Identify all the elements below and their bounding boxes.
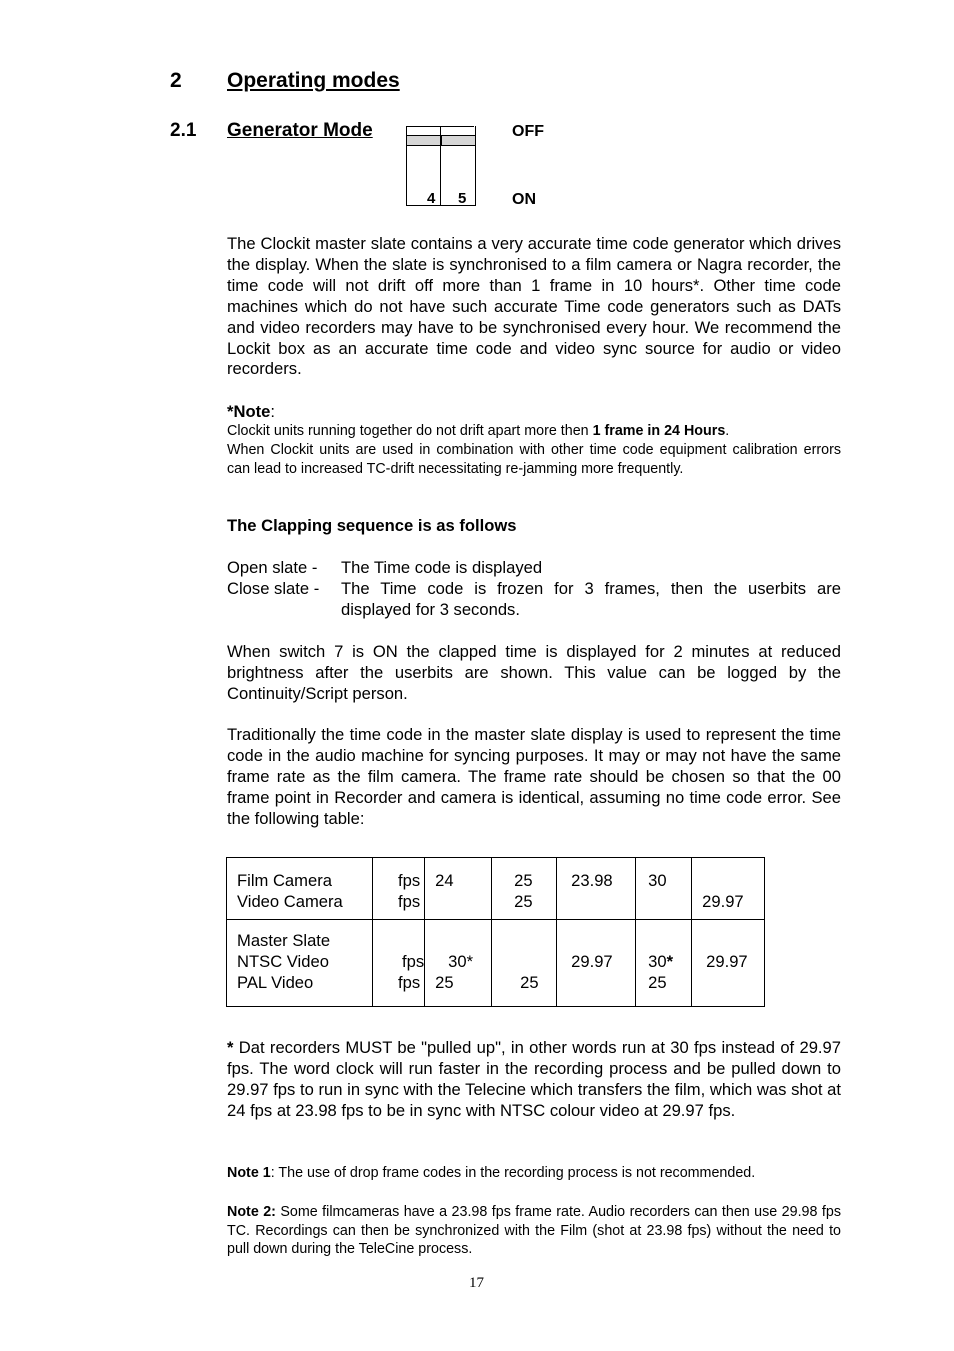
table-unit: fps bbox=[398, 871, 421, 890]
table-label-ntsc-video: NTSC Video bbox=[237, 952, 329, 971]
table-value: 29.97 bbox=[702, 892, 744, 911]
table-row-slate bbox=[227, 920, 765, 1007]
note2-label: Note 2: bbox=[227, 1204, 276, 1220]
dip-switch-5-lever bbox=[441, 135, 476, 146]
table-value bbox=[435, 930, 491, 951]
table-value: 30* bbox=[448, 952, 474, 971]
table-cell bbox=[492, 858, 557, 920]
note-heading-colon: : bbox=[270, 402, 275, 421]
table-value bbox=[648, 951, 691, 972]
table-unit: fps bbox=[398, 892, 421, 911]
clapping-desc-open: The Time code is displayed bbox=[341, 558, 543, 577]
table-value: 25 bbox=[648, 973, 667, 992]
dip-switch-4-number: 4 bbox=[427, 190, 436, 207]
table-cell-camera-units bbox=[373, 858, 425, 920]
table-value-asterisk: * bbox=[666, 952, 674, 971]
table-value: 23.98 bbox=[571, 871, 613, 890]
note-line-1-post: . bbox=[725, 423, 730, 439]
clapping-heading: The Clapping sequence is as follows bbox=[227, 516, 517, 535]
table-cell bbox=[557, 858, 636, 920]
table-cell bbox=[557, 920, 636, 1007]
note-line-1-bold: 1 frame in 24 Hours bbox=[592, 423, 726, 439]
note1-label: Note 1 bbox=[227, 1165, 271, 1181]
table-value bbox=[520, 951, 556, 972]
dip-switch-diagram bbox=[406, 126, 476, 206]
clapping-term-close: Close slate - bbox=[227, 579, 320, 598]
table-unit: fps bbox=[398, 973, 421, 992]
table-cell bbox=[692, 858, 765, 920]
table-value bbox=[520, 930, 556, 951]
table-cell bbox=[492, 920, 557, 1007]
dat-note-asterisk: * bbox=[227, 1038, 234, 1057]
note-line-2: When Clockit units are used in combination with other time code equipment calibration errors can lead to increased TC-drift necessitating re-jamming more frequently. bbox=[227, 442, 841, 477]
clapping-term-open: Open slate - bbox=[227, 558, 318, 577]
section-title: Operating modes bbox=[227, 69, 400, 92]
traditional-paragraph: Traditionally the time code in the master slate display is used to represent the time code in the audio machine for syncing purposes. It may or may not have the same frame rate as the film camera. The frame rate should be chosen so that the 00 frame point in Recorder and camera is identical, assuming no time code error. See the following table: bbox=[227, 725, 841, 828]
table-cell bbox=[636, 920, 692, 1007]
dip-switch-4-lever bbox=[406, 135, 441, 146]
table-value bbox=[702, 870, 764, 891]
table-value: 25 bbox=[435, 973, 454, 992]
subsection-title: Generator Mode bbox=[227, 120, 373, 141]
table-cell-slate-labels bbox=[227, 920, 373, 1007]
note-line-1 bbox=[227, 422, 841, 441]
table-unit: fps bbox=[402, 952, 425, 971]
table-value: 24 bbox=[435, 871, 454, 890]
table-value: 29.97 bbox=[571, 952, 613, 971]
table-cell-camera-labels bbox=[227, 858, 373, 920]
dat-note-paragraph bbox=[227, 1038, 841, 1122]
dip-label-off: OFF bbox=[512, 123, 544, 140]
page-number: 17 bbox=[469, 1275, 484, 1291]
table-cell bbox=[425, 920, 492, 1007]
table-cell bbox=[425, 858, 492, 920]
table-label-video-camera: Video Camera bbox=[237, 892, 343, 911]
table-value bbox=[571, 930, 635, 951]
table-unit bbox=[398, 930, 424, 951]
table-value: 30 bbox=[648, 871, 667, 890]
clapping-desc-close: The Time code is frozen for 3 frames, then the userbits are displayed for 3 seconds. bbox=[341, 579, 841, 619]
dip-switch-5-number: 5 bbox=[458, 190, 467, 207]
frame-rate-table bbox=[226, 857, 765, 1007]
section-number: 2 bbox=[170, 69, 182, 92]
switch7-paragraph: When switch 7 is ON the clapped time is displayed for 2 minutes at reduced brightness after the userbits are shown. This value can be logged by the Continuity/Script person. bbox=[227, 642, 841, 703]
note-heading-line bbox=[227, 402, 275, 422]
dip-switch-top-edge bbox=[406, 126, 474, 127]
table-value-number: 30 bbox=[648, 952, 667, 971]
note2-paragraph bbox=[227, 1203, 841, 1259]
table-label-pal-video: PAL Video bbox=[237, 973, 314, 992]
subsection-number: 2.1 bbox=[170, 120, 197, 141]
dat-note-text: Dat recorders MUST be "pulled up", in other words run at 30 fps instead of 29.97 fps. The word clock will run faster in the recording process and be pulled down to 29.97 fps to run in sync with the Telecine which transfers the film, which was shot at 24 fps at 23.98 fps to be in sync with NTSC colour video at 29.97 fps. bbox=[227, 1038, 841, 1120]
table-value: 29.97 bbox=[706, 952, 748, 971]
table-value: 25 bbox=[514, 892, 533, 911]
table-row-camera bbox=[227, 858, 765, 920]
table-cell-slate-units bbox=[373, 920, 425, 1007]
table-cell bbox=[636, 858, 692, 920]
note2-text: Some filmcameras have a 23.98 fps frame rate. Audio recorders can then use 29.98 fps TC. Recordings can then be synchronized with the Film (shot at 23.98 fps) without the need to pull down during the TeleCine process. bbox=[227, 1204, 841, 1257]
note-line-1-pre: Clockit units running together do not drift apart more then bbox=[227, 423, 593, 439]
table-label-master-slate: Master Slate bbox=[237, 931, 331, 950]
table-value bbox=[706, 930, 764, 951]
table-value: 25 bbox=[514, 871, 533, 890]
table-cell bbox=[692, 920, 765, 1007]
note1-text: : The use of drop frame codes in the recording process is not recommended. bbox=[270, 1165, 756, 1181]
dip-label-on: ON bbox=[512, 191, 536, 208]
note-heading: *Note bbox=[227, 402, 271, 421]
table-label-film-camera: Film Camera bbox=[237, 871, 332, 890]
intro-paragraph: The Clockit master slate contains a very accurate time code generator which drives the display. When the slate is synchronised to a film camera or Nagra recorder, the time code will not drift off more than 1 frame in 10 hours*. Other time code machines which do not have such accurate Time code generators such as DATs and video recorders may have to be synchronised every hour. We recommend the Lockit box as an accurate time code and video sync source for audio or video recorders. bbox=[227, 234, 841, 379]
note1-paragraph bbox=[227, 1164, 841, 1183]
table-value: 25 bbox=[520, 973, 539, 992]
